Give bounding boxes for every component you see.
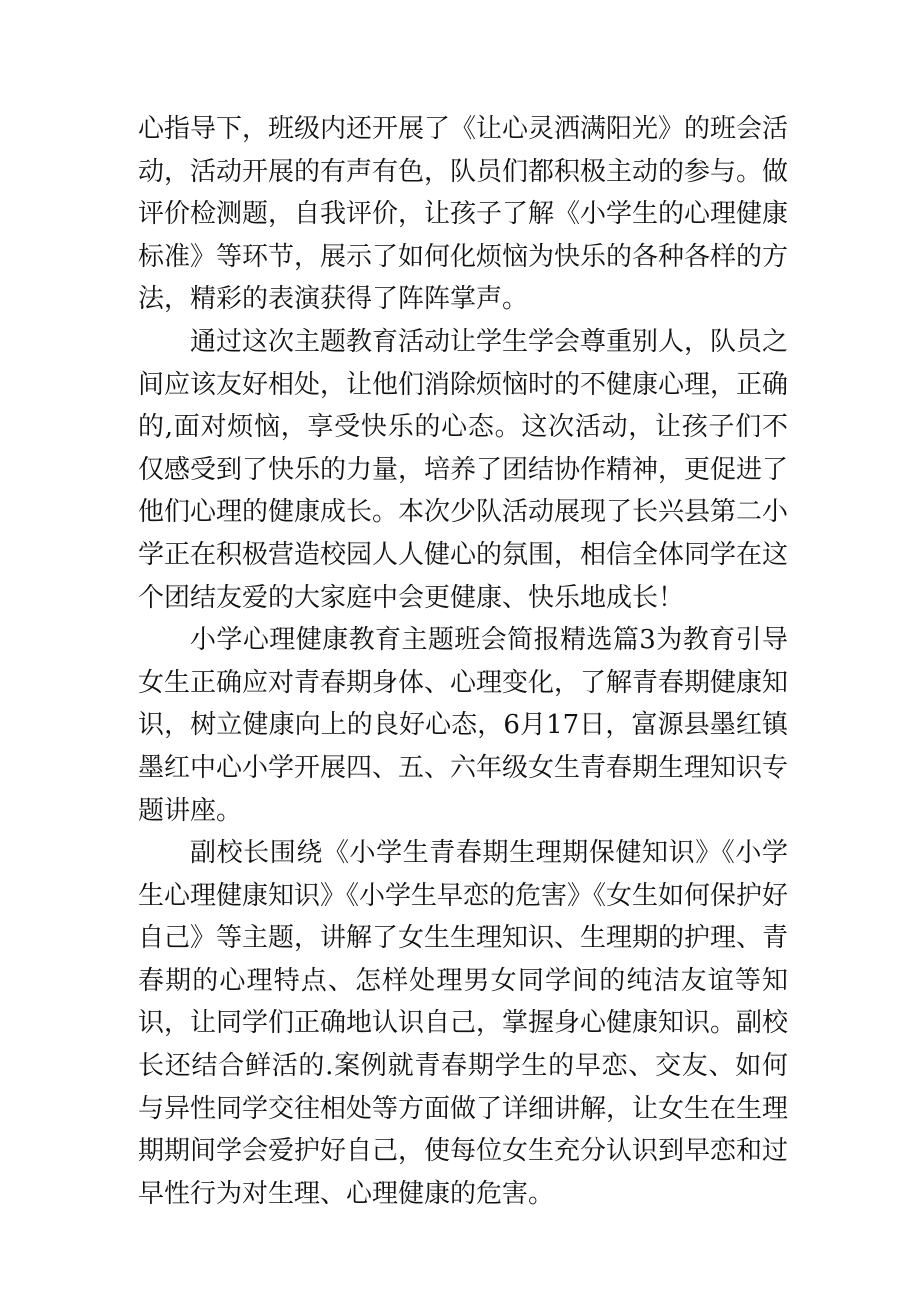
paragraph-4: 副校长围绕《小学生青春期生理期保健知识》《小学生心理健康知识》《小学生早恋的危害》《女生如何保护好自己》等主题，讲解了女生生理知识、生理期的护理、青春期的心理特点、怎样处理男女同学间的纯洁友谊等知识，让同学们正确地认识自己，掌握身心健康知识。副校长还结合鲜活的.案例就青春期学生的早恋、交友、如何与异性同学交往相处等方面做了详细讲解，让女生在生理期期间学会爱护好自己，使每位女生充分认识到早恋和过早性行为对生理、心理健康的危害。 — [138, 838, 789, 1209]
document-body — [138, 108, 788, 1215]
paragraph-2: 通过这次主题教育活动让学生学会尊重别人，队员之间应该友好相处，让他们消除烦恼时的不健康心理，正确的,面对烦恼，享受快乐的心态。这次活动，让孩子们不仅感受到了快乐的力量，培养了团结协作精神，更促进了他们心理的健康成长。本次少队活动展现了长兴县第二小学正在积极营造校园人人健心的氛围，相信全体同学在这个团结友爱的大家庭中会更健康、快乐地成长！ — [138, 326, 789, 613]
paragraph-1: 心指导下，班级内还开展了《让心灵洒满阳光》的班会活动，活动开展的有声有色，队员们都积极主动的参与。做评价检测题，自我评价，让孩子了解《小学生的心理健康标准》等环节，展示了如何化烦恼为快乐的各种各样的方法，精彩的表演获得了阵阵掌声。 — [138, 114, 789, 315]
paragraph-3: 小学心理健康教育主题班会简报精选篇3为教育引导女生正确应对青春期身体、心理变化，了解青春期健康知识，树立健康向上的良好心态，6月17日，富源县墨红镇墨红中心小学开展四、五、六年级女生青春期生理知识专题讲座。 — [138, 625, 789, 826]
